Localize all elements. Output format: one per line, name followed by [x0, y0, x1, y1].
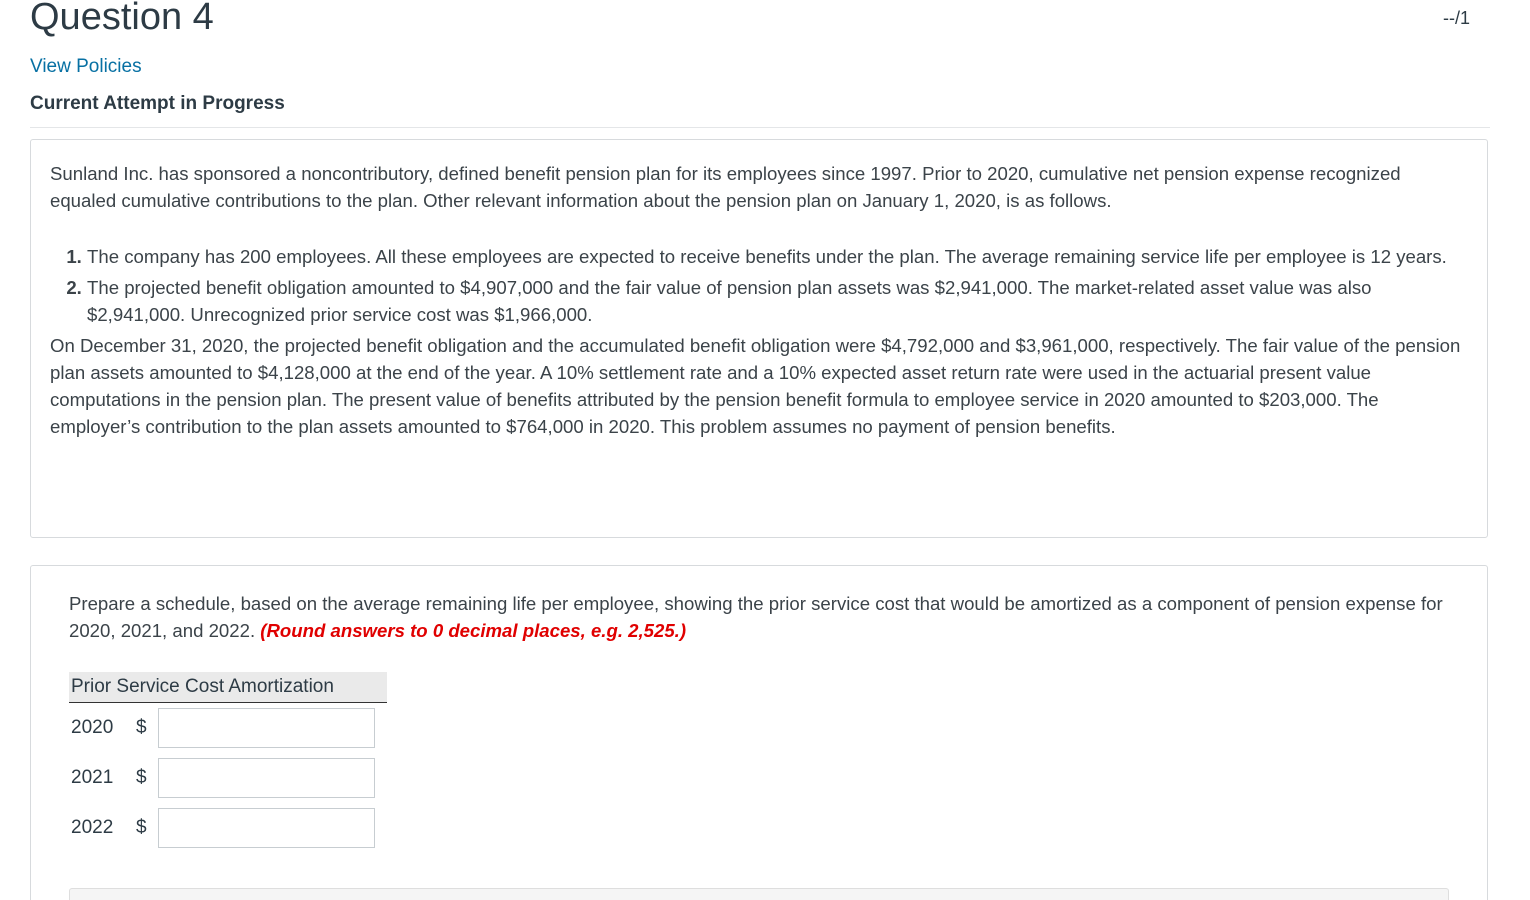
- amortization-2021-input[interactable]: [158, 758, 375, 798]
- task-instruction-text: Prepare a schedule, based on the average remaining life per employee, showing the prior service cost that would be amortized as a component of pension expense for 2020, 2021, and 2022.: [69, 593, 1443, 641]
- rounding-hint: (Round answers to 0 decimal places, e.g. 2,525.): [260, 620, 687, 641]
- problem-list-item: 1. The company has 200 employees. All these employees are expected to receive benefits under the plan. The average remaining service life per employee is 12 years.: [87, 243, 1468, 270]
- next-section-bar: [69, 888, 1449, 900]
- problem-intro: Sunland Inc. has sponsored a noncontributory, defined benefit pension plan for its employees since 1997. Prior to 2020, cumulative net pension expense recognized equaled cumulative contributions to the plan. Other relevant information about the pension plan on January 1, 2020, is as follows.: [50, 163, 1401, 211]
- currency-symbol: $: [136, 717, 147, 738]
- amortization-schedule: [69, 672, 387, 853]
- schedule-row: [69, 703, 387, 753]
- schedule-row: [69, 803, 387, 853]
- amortization-2022-input[interactable]: [158, 808, 375, 848]
- question-score: --/1: [1443, 8, 1470, 28]
- header-divider: [30, 127, 1490, 128]
- currency-symbol: $: [136, 817, 147, 838]
- question-title: Question 4: [30, 0, 214, 38]
- row-year: 2021: [71, 767, 114, 788]
- problem-details: On December 31, 2020, the projected benefit obligation and the accumulated benefit obligation were $4,792,000 and $3,961,000, respectively. The fair value of the pension plan assets amounted to $4,128,000 at the end of the year. A 10% settlement rate and a 10% expected asset return rate were used in the actuarial present value computations in the pension plan. The present value of benefits attributed by the pension benefit formula to employee service in 2020 amounted to $203,000. The employer’s contribution to the plan assets amounted to $764,000 in 2020. This problem assumes no payment of pension benefits.: [50, 335, 1461, 437]
- task-instruction: [69, 590, 1449, 644]
- schedule-row: [69, 753, 387, 803]
- schedule-header: Prior Service Cost Amortization: [69, 672, 387, 703]
- problem-list-item: 2. The projected benefit obligation amounted to $4,907,000 and the fair value of pension plan assets was $2,941,000. The market-related asset value was also $2,941,000. Unrecognized prior service cost was $1,966,000.: [87, 274, 1468, 328]
- task-panel: [30, 565, 1488, 900]
- attempt-status: Current Attempt in Progress: [30, 93, 285, 114]
- row-year: 2020: [71, 717, 114, 738]
- amortization-2020-input[interactable]: [158, 708, 375, 748]
- currency-symbol: $: [136, 767, 147, 788]
- problem-list: [50, 243, 1468, 328]
- row-year: 2022: [71, 817, 114, 838]
- problem-panel: [30, 139, 1488, 538]
- view-policies-link[interactable]: View Policies: [30, 56, 142, 77]
